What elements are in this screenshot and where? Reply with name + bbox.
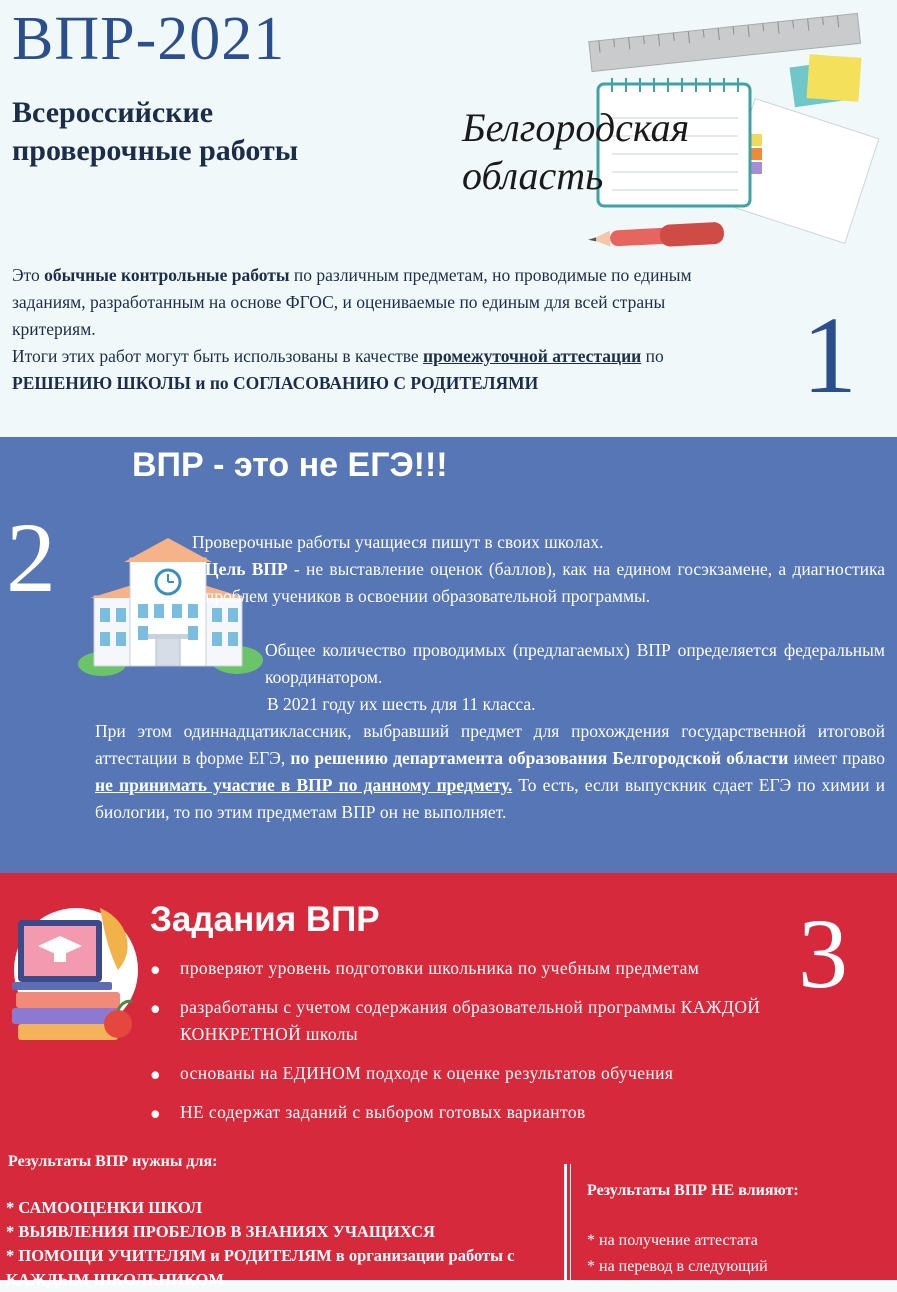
paragraph-emphasis: по решению департамента образования Белгородской области — [290, 748, 789, 768]
list-item-text: НЕ содержат заданий с выбором готовых вариантов — [180, 1102, 586, 1122]
bullet-icon: ● — [150, 959, 161, 979]
tasks-list — [150, 955, 800, 1138]
needed-item: * ПОМОЩИ УЧИТЕЛЯМ и РОДИТЕЛЯМ в организации работы с КАЖДЫМ ШКОЛЬНИКОМ — [6, 1246, 515, 1289]
intro-text-part: Это — [12, 265, 45, 285]
section-number-1: 1 — [802, 294, 857, 416]
divider — [564, 1164, 567, 1280]
paragraph-text: То есть, если выпускник сдает ЕГЭ по химии и биологии, то по этим предметам ВПР он не выполняет. — [95, 775, 885, 822]
bullet-icon: ● — [150, 1103, 161, 1123]
not-affect-item: * на получение аттестата — [587, 1232, 758, 1249]
bullet-icon: ● — [150, 998, 161, 1018]
section-number-2: 2 — [6, 502, 56, 613]
needed-list — [6, 1196, 556, 1292]
not-affect-item: * на перевод в следующий — [587, 1258, 768, 1275]
section2-count: Общее количество проводимых (предлагаемых) ВПР определяется федеральным координатором. — [265, 640, 885, 687]
paragraph-emphasis: не принимать участие в ВПР по данному предмету. — [95, 775, 513, 795]
goal-text: - не выставление оценок (баллов), как на едином госэкзамене, а диагностика проблем учеников в освоении образовательной программы. — [205, 559, 885, 606]
paragraph-text: При этом одиннадцатиклассник, выбравший предмет для прохождения государственной итоговой аттестации в форме ЕГЭ, — [95, 721, 885, 768]
section2-title: ВПР - это не ЕГЭ!!! — [132, 446, 448, 484]
list-item — [150, 1060, 800, 1087]
list-item-text: разработаны с учетом содержания образовательной программы КАЖДОЙ КОНКРЕТНОЙ школы — [180, 997, 761, 1044]
list-item — [150, 1099, 800, 1126]
needed-item: * САМООЦЕНКИ ШКОЛ — [6, 1198, 203, 1217]
section-number-3: 3 — [798, 898, 848, 1009]
not-affect-list — [587, 1228, 887, 1280]
intro-text-part: Итоги этих работ могут быть использованы в качестве — [12, 346, 424, 366]
paragraph-text: имеет право — [788, 748, 886, 768]
list-item — [150, 994, 800, 1048]
intro-emphasis: промежуточной аттестации — [423, 346, 642, 366]
region-name: Белгородская область — [462, 105, 690, 198]
not-affect-title: Результаты ВПР НЕ влияют: — [587, 1182, 799, 1199]
section2-paragraph — [95, 718, 885, 826]
intro-emphasis: обычные контрольные работы — [44, 265, 290, 285]
intro-emphasis: РЕШЕНИЮ ШКОЛЫ и по СОГЛАСОВАНИЮ С РОДИТЕЛЯМИ — [12, 373, 539, 393]
list-item-text: основаны на ЕДИНОМ подходе к оценке результатов обучения — [180, 1063, 674, 1083]
bullet-icon: ● — [150, 1064, 161, 1084]
intro-text-part: по различным предметам, но проводимые по единым заданиям, разработанным на основе ФГОС, и оцениваемые по единым для всей страны критериям. — [12, 265, 692, 339]
intro-text — [12, 262, 712, 397]
needed-title: Результаты ВПР нужны для: — [8, 1153, 218, 1170]
needed-item: * ВЫЯВЛЕНИЯ ПРОБЕЛОВ В ЗНАНИЯХ УЧАЩИХСЯ — [6, 1222, 435, 1241]
section2-year: В 2021 году их шесть для 11 класса. — [267, 694, 536, 714]
divider — [570, 1164, 571, 1280]
page-title: ВПР-2021 — [12, 5, 286, 73]
laptop-books-illustration — [8, 900, 148, 1050]
goal-label: Цель ВПР — [205, 559, 288, 579]
list-item-text: проверяют уровень подготовки школьника по учебным предметам — [180, 958, 700, 978]
page-subtitle: Всероссийские проверочные работы — [12, 96, 299, 167]
intro-text-part: по — [641, 346, 664, 366]
section2-line1: Проверочные работы учащиеся пишут в своих школах. — [192, 532, 604, 552]
section2-goal — [173, 556, 885, 610]
section3-title: Задания ВПР — [150, 900, 380, 939]
list-item — [150, 955, 800, 982]
